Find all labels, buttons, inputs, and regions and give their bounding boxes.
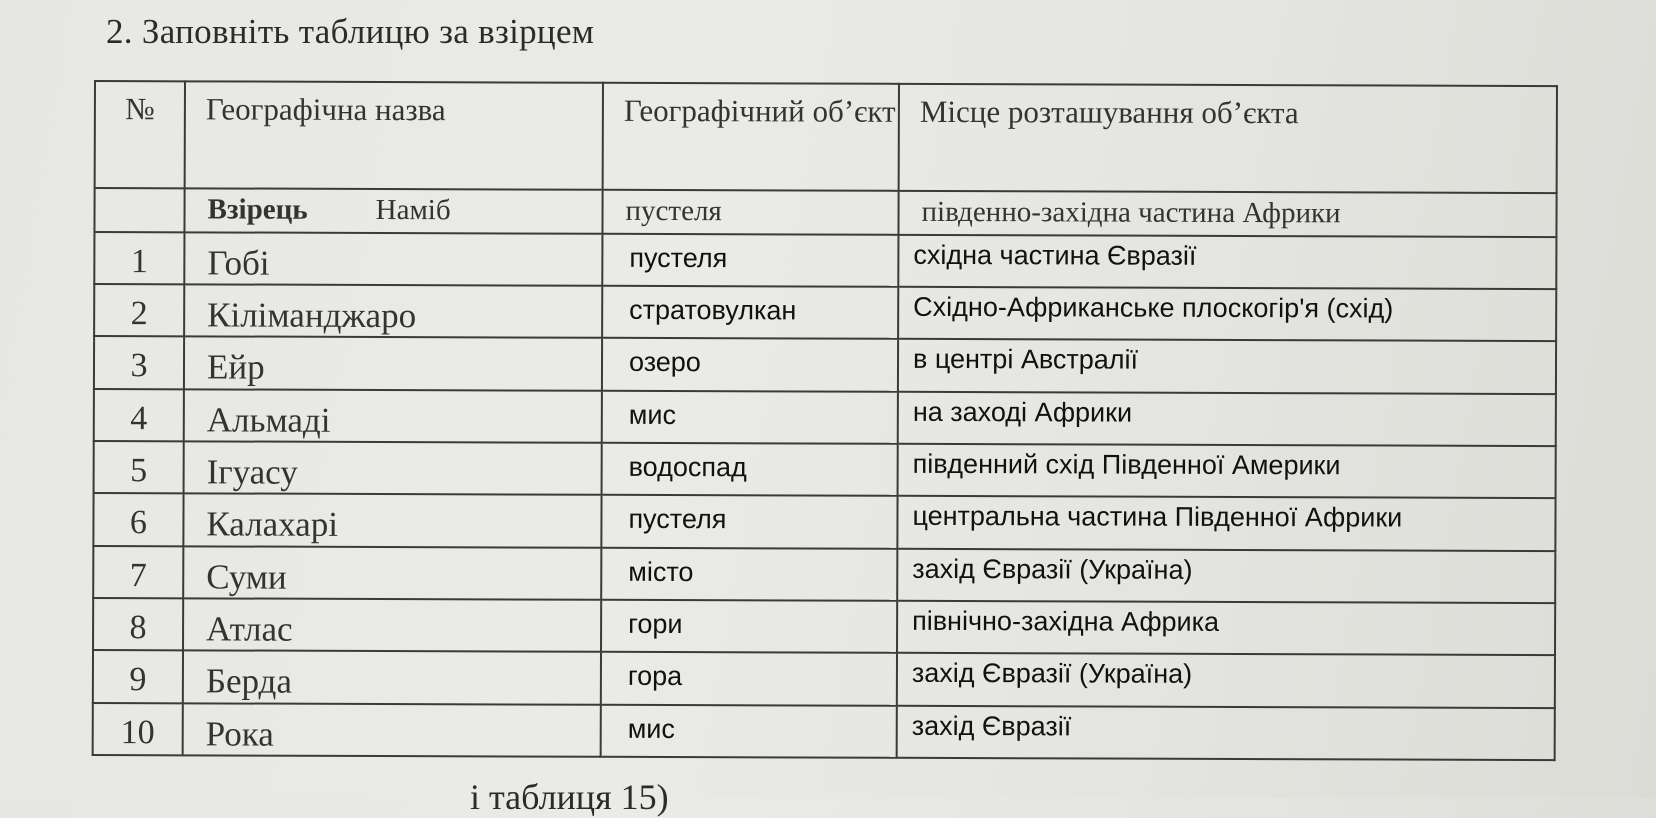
row-object: пустеля xyxy=(629,242,728,274)
row-name: Ейр xyxy=(206,347,265,388)
row-location-cell xyxy=(897,548,1555,603)
table-row xyxy=(94,284,1556,341)
row-number-cell xyxy=(93,598,183,651)
table-row xyxy=(93,546,1555,603)
row-location-cell xyxy=(897,601,1555,656)
row-location-cell xyxy=(897,653,1555,708)
row-name-cell xyxy=(183,651,601,705)
sample-name-cell xyxy=(184,188,602,234)
table-header-row xyxy=(95,81,1557,193)
header-name xyxy=(185,81,603,189)
row-object: стратовулкан xyxy=(629,295,797,326)
row-number: 7 xyxy=(129,556,147,594)
table-row xyxy=(94,232,1556,289)
sample-location-cell xyxy=(898,190,1556,237)
row-name: Гобі xyxy=(207,243,270,283)
row-number: 10 xyxy=(120,713,155,751)
table-row xyxy=(94,336,1556,393)
row-name-cell xyxy=(184,337,602,391)
row-location-cell xyxy=(898,287,1556,342)
row-location: на заході Африки xyxy=(912,396,1133,428)
row-location: центральна частина Південної Африки xyxy=(912,501,1403,533)
row-name-cell xyxy=(183,546,601,600)
row-location: Східно-Африканське плоскогір'я (схід) xyxy=(913,292,1394,324)
header-name-label: Географічна назва xyxy=(205,91,446,128)
row-name: Ігуасу xyxy=(206,452,298,492)
row-object-cell xyxy=(601,495,897,548)
row-name-cell xyxy=(184,232,602,286)
sample-row xyxy=(94,188,1556,237)
row-name-cell xyxy=(183,598,601,652)
row-name-cell xyxy=(184,389,602,443)
row-object: озеро xyxy=(628,347,701,378)
row-object-cell xyxy=(602,286,898,339)
row-location-cell xyxy=(898,339,1556,394)
table-row xyxy=(93,493,1555,550)
row-number: 9 xyxy=(129,661,147,699)
table-row xyxy=(94,389,1556,446)
row-object: гора xyxy=(627,661,683,692)
row-number-cell xyxy=(93,703,183,756)
row-name: Альмаді xyxy=(206,400,331,440)
geography-table xyxy=(92,80,1558,761)
row-object-cell xyxy=(601,704,897,757)
row-location-cell xyxy=(898,392,1556,447)
footer-fragment: і таблиця 15) xyxy=(470,777,669,817)
row-location-cell xyxy=(898,444,1556,499)
row-name-cell xyxy=(184,285,602,339)
row-location: захід Євразії (Україна) xyxy=(911,658,1193,690)
row-number: 8 xyxy=(129,609,147,647)
header-location xyxy=(899,84,1557,193)
row-object: пустеля xyxy=(628,504,727,535)
row-number-cell xyxy=(94,389,184,442)
header-object xyxy=(603,83,899,191)
sample-number-cell xyxy=(94,188,184,233)
row-name: Берда xyxy=(205,661,292,701)
row-object: гори xyxy=(628,608,683,640)
row-object: водоспад xyxy=(628,451,747,483)
row-object-cell xyxy=(602,391,898,444)
row-location: в центрі Австралії xyxy=(912,344,1139,376)
table-row xyxy=(93,650,1555,707)
row-object: місто xyxy=(628,556,694,587)
row-object-cell xyxy=(602,443,898,496)
sample-label: Взірець xyxy=(207,193,308,226)
row-number-cell xyxy=(94,441,184,494)
row-number: 3 xyxy=(130,347,148,385)
row-location: захід Євразії (Україна) xyxy=(912,553,1193,585)
row-location: північно-західна Африка xyxy=(912,605,1220,637)
sample-name: Наміб xyxy=(375,193,451,226)
row-number-cell xyxy=(94,284,184,337)
row-location: захід Євразії xyxy=(911,710,1072,741)
header-number-label: № xyxy=(125,91,155,127)
table-container xyxy=(92,80,1556,761)
row-object-cell xyxy=(602,234,898,287)
row-number-cell xyxy=(93,546,183,599)
row-name: Кіліманджаро xyxy=(207,295,417,336)
table-row xyxy=(93,703,1555,761)
row-location-cell xyxy=(897,496,1555,551)
row-number: 1 xyxy=(130,243,148,281)
table-body xyxy=(93,232,1557,760)
row-number-cell xyxy=(93,650,183,703)
row-location-cell xyxy=(898,235,1556,290)
row-object: мис xyxy=(628,399,677,430)
row-number-cell xyxy=(94,232,184,285)
sample-location: південно-західна частина Африки xyxy=(921,195,1341,229)
header-object-label: Географічний об’єкт xyxy=(623,92,896,129)
sample-object-cell xyxy=(602,189,898,234)
row-location: східна частина Євразії xyxy=(913,239,1197,271)
row-number: 2 xyxy=(130,295,148,333)
row-number: 5 xyxy=(130,452,148,490)
table-row xyxy=(94,441,1556,498)
row-name: Суми xyxy=(206,557,287,597)
row-number-cell xyxy=(94,336,184,389)
header-number xyxy=(95,81,185,188)
row-name-cell xyxy=(183,494,601,548)
row-name: Калахарі xyxy=(206,504,339,545)
row-name: Рока xyxy=(205,713,274,754)
row-number-cell xyxy=(93,493,183,546)
row-object-cell xyxy=(601,600,897,653)
row-object-cell xyxy=(601,652,897,705)
row-name-cell xyxy=(184,441,602,495)
row-object: мис xyxy=(627,713,675,744)
row-location: південний схід Південної Америки xyxy=(912,448,1341,481)
sample-object: пустеля xyxy=(625,194,722,227)
row-object-cell xyxy=(601,547,897,600)
row-number: 4 xyxy=(130,399,148,437)
row-name: Атлас xyxy=(206,609,293,649)
table-row xyxy=(93,598,1555,655)
row-location-cell xyxy=(897,705,1555,760)
task-heading: 2. Заповніть таблицю за взірцем xyxy=(106,12,595,51)
header-location-label: Місце розташування об’єкта xyxy=(919,93,1299,131)
row-object-cell xyxy=(602,338,898,391)
row-name-cell xyxy=(183,703,601,757)
row-number: 6 xyxy=(129,504,148,542)
